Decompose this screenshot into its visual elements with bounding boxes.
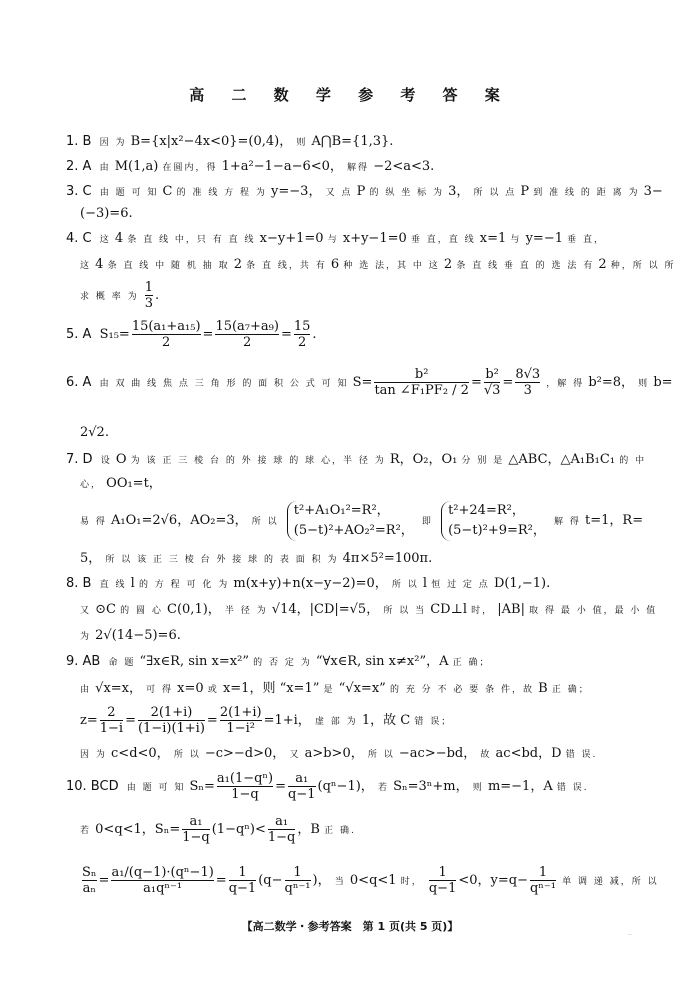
- text-segment: 4π×5²=100π.: [342, 551, 433, 566]
- text-segment: m(x+y)+n(x−y−2)=0，: [233, 576, 388, 591]
- text-segment: 2: [132, 334, 201, 350]
- text-segment: 2. A: [66, 159, 92, 174]
- text-segment: 正 确.: [324, 826, 356, 836]
- text-segment: l: [130, 576, 135, 591]
- page-footer: 【高二数学・参考答案 第 1 页(共 5 页)】: [241, 920, 459, 933]
- text-segment: −2<a<3.: [373, 159, 435, 174]
- text-segment: 8. B: [66, 576, 92, 591]
- text-segment: 2: [215, 334, 279, 350]
- text-segment: CD⊥l: [430, 602, 467, 617]
- text-segment: 正 确；: [551, 685, 590, 695]
- text-segment: 是: [323, 685, 335, 695]
- fraction: [285, 865, 311, 896]
- page-title: 高 二 数 学 参 考 答 案: [189, 86, 511, 104]
- text-segment: 15(a₁+a₁₅): [131, 319, 201, 334]
- text-segment: ，B: [297, 822, 320, 837]
- text-segment: tan ∠F₁PF₂ / 2: [374, 383, 469, 398]
- fraction: [429, 865, 457, 896]
- text-segment: 直 线: [99, 580, 127, 590]
- text-segment: 可 得: [146, 685, 174, 695]
- text-segment: 或: [207, 685, 219, 695]
- answer-4-cont2: [80, 280, 660, 313]
- text-segment: a₁/(q−1)·(qⁿ−1): [111, 865, 214, 880]
- text-segment: 由 双 曲 线 焦 点 三 角 形 的 面 积 公 式 可 知: [99, 379, 349, 389]
- text-segment: )，: [312, 873, 331, 888]
- equation-system: [441, 501, 546, 541]
- text-segment: 4. C: [66, 231, 92, 246]
- answer-5: [66, 318, 646, 352]
- text-segment: 1−q: [182, 830, 210, 845]
- text-segment: 若: [80, 826, 92, 836]
- text-segment: √14，|CD|=√5，: [271, 602, 380, 617]
- text-segment: l: [422, 576, 428, 591]
- answer-9-cont3: [80, 745, 660, 764]
- text-segment: A₁O₁=2√6，AO₂=3，: [111, 513, 248, 528]
- text-segment: 与: [327, 235, 339, 245]
- text-segment: .: [312, 327, 317, 342]
- text-segment: ，解 得: [546, 379, 585, 389]
- text-segment: 所 以: [173, 750, 201, 760]
- text-segment: 正 确；: [452, 658, 491, 668]
- text-segment: 的 方 程 可 化 为: [138, 580, 230, 590]
- text-segment: 条 直 线 中 随 机 抽 取: [107, 261, 230, 271]
- text-segment: 条 直 线 中，只 有 直 线: [127, 235, 256, 245]
- text-segment: 由 题 可 知: [126, 783, 186, 793]
- text-segment: 命 题: [108, 658, 136, 668]
- text-segment: =: [98, 873, 110, 888]
- text-segment: aₙ: [82, 881, 96, 896]
- text-segment: a₁(1−qⁿ): [216, 771, 274, 786]
- text-segment: Sₙ: [82, 865, 97, 880]
- text-segment: =: [202, 327, 214, 342]
- text-segment: A⋂B={1,3}.: [311, 134, 394, 149]
- text-segment: 在圆内，得: [162, 163, 218, 173]
- answer-9-cont2: [80, 704, 660, 739]
- text-segment: a>b>0，: [304, 746, 364, 761]
- text-segment: 10. BCD: [66, 779, 119, 794]
- text-segment: 1，故: [361, 713, 397, 728]
- text-segment: 8√3: [515, 367, 541, 382]
- text-segment: |AB|: [497, 602, 525, 617]
- answer-6-cont: [80, 424, 660, 442]
- text-segment: ⊙C: [95, 602, 116, 617]
- text-segment: (1−qⁿ)<: [211, 822, 266, 837]
- text-segment: 半 径 为: [224, 606, 268, 616]
- text-segment: √x=x，: [95, 681, 142, 696]
- text-segment: (q−: [258, 873, 283, 888]
- text-segment: “√x=x”: [338, 681, 386, 696]
- answer-1: [66, 133, 646, 152]
- text-segment: “∀x∈R, sin x≠x²”，A: [315, 654, 449, 669]
- text-segment: 1+a²−1−a−6<0，: [221, 159, 343, 174]
- text-segment: 则: [296, 138, 308, 148]
- text-segment: 因 为: [99, 138, 127, 148]
- text-segment: 2: [443, 257, 453, 272]
- text-segment: 种，所 以 所: [610, 261, 676, 271]
- text-segment: x+y−1=0: [342, 231, 407, 246]
- text-segment: a₁: [275, 814, 289, 829]
- fraction: [111, 865, 213, 896]
- text-segment: a₁qⁿ⁻¹: [111, 880, 213, 896]
- text-segment: 2: [107, 705, 116, 720]
- text-segment: 2: [233, 257, 243, 272]
- text-segment: z=: [80, 713, 98, 728]
- text-segment: (1−i)(1+i): [137, 721, 205, 736]
- fraction: [132, 319, 201, 350]
- text-segment: 2√2.: [80, 425, 109, 440]
- text-segment: 3: [144, 296, 154, 311]
- text-segment: 这: [99, 235, 111, 245]
- text-segment: =1+i，: [263, 713, 311, 728]
- answer-10: [66, 770, 646, 805]
- text-segment: 取 得 最 小 值，最 小 值: [529, 606, 658, 616]
- text-segment: S₁₅=: [99, 327, 130, 342]
- text-segment: 的 否 定 为: [253, 658, 312, 668]
- text-segment: 2(1+i): [219, 705, 262, 720]
- text-segment: 解得: [347, 163, 370, 173]
- text-segment: c<d<0，: [111, 746, 170, 761]
- text-segment: a₁: [189, 814, 203, 829]
- text-segment: √3: [483, 383, 501, 398]
- text-segment: =: [215, 873, 227, 888]
- answer-7-cont3: [80, 550, 660, 569]
- text-segment: 所 以: [251, 517, 279, 527]
- text-segment: x=1: [479, 231, 507, 246]
- answer-10-cont: [80, 813, 660, 848]
- text-segment: 到 准 线 的 距 离 为: [533, 188, 640, 198]
- text-segment: 4: [95, 257, 104, 272]
- text-segment: t²+24=R²，: [448, 502, 525, 518]
- text-segment: 1−i: [99, 721, 124, 736]
- fraction: [484, 367, 501, 398]
- text-segment: 3−: [643, 184, 663, 199]
- text-segment: 1: [238, 865, 247, 880]
- text-segment: 5，: [80, 551, 102, 566]
- text-segment: “∃x∈R, sin x=x²”: [139, 654, 249, 669]
- text-segment: 9. AB: [66, 654, 101, 669]
- text-segment: △ABC，△A₁B₁C₁: [508, 452, 616, 467]
- text-segment: (qⁿ−1)，: [317, 779, 374, 794]
- text-segment: 2: [598, 257, 607, 272]
- fraction: [294, 319, 311, 350]
- text-segment: qⁿ⁻¹: [284, 881, 311, 896]
- text-segment: 这: [80, 261, 92, 271]
- text-segment: S=: [352, 375, 373, 390]
- text-segment: 1: [438, 865, 447, 880]
- text-segment: m=−1，A: [487, 779, 553, 794]
- text-segment: C: [400, 713, 411, 728]
- answer-9: [66, 653, 646, 672]
- answer-7: [66, 451, 646, 470]
- text-segment: 1−q: [267, 830, 296, 845]
- text-segment: 易 得: [80, 517, 107, 527]
- text-segment: =: [206, 713, 218, 728]
- text-segment: 1−i²: [220, 720, 262, 736]
- fraction: [288, 771, 316, 802]
- text-segment: 7. D: [66, 452, 93, 467]
- fraction: [229, 865, 257, 896]
- text-segment: 种 选 法，其 中 这: [343, 261, 440, 271]
- text-segment: P: [520, 184, 530, 199]
- text-segment: =: [125, 713, 136, 728]
- text-segment: t²+A₁O₁²=R²，: [293, 502, 390, 518]
- text-segment: 3，: [448, 184, 470, 199]
- text-segment: x−y+1=0: [259, 231, 324, 246]
- text-segment: OO₁=t，: [106, 476, 162, 491]
- text-segment: (5−t)²+AO₂²=R²，: [293, 522, 414, 538]
- text-segment: 设: [100, 456, 112, 466]
- answer-9-cont: [80, 680, 660, 699]
- text-segment: Sₙ=3ⁿ+m，: [393, 779, 469, 794]
- fraction: [220, 705, 262, 736]
- text-segment: C(0,1)，: [167, 602, 221, 617]
- answer-10-cont2: [80, 858, 660, 906]
- text-segment: 15(a₇+a₉): [215, 319, 279, 334]
- text-segment: 的 中: [619, 456, 647, 466]
- text-segment: 垂 直，: [567, 235, 605, 245]
- text-segment: −ac>−bd，: [398, 746, 477, 761]
- text-segment: 条 直 线，共 有: [246, 261, 327, 271]
- text-segment: 求 概 率 为: [80, 292, 139, 302]
- text-segment: 0<q<1: [349, 873, 397, 888]
- text-segment: P: [356, 184, 366, 199]
- fraction: [138, 705, 205, 736]
- text-segment: .: [155, 288, 160, 303]
- text-segment: 单 调 递 减，所 以: [562, 877, 659, 887]
- text-segment: 所 以: [367, 750, 395, 760]
- text-segment: 又: [289, 750, 301, 760]
- fraction: [217, 771, 273, 802]
- text-segment: 又: [80, 606, 92, 616]
- fraction: [374, 367, 469, 398]
- text-segment: b=: [653, 375, 673, 390]
- text-segment: qⁿ⁻¹: [529, 881, 557, 896]
- answer-3-cont: [80, 205, 660, 223]
- answer-4: [66, 230, 646, 249]
- text-segment: 垂 直，直 线: [410, 235, 476, 245]
- text-segment: 的 纵 坐 标 为: [369, 188, 444, 198]
- text-segment: 为: [80, 632, 92, 642]
- equation-system: [287, 501, 414, 541]
- text-segment: 恒 过 定 点: [431, 580, 490, 590]
- text-segment: M(1,a): [114, 159, 159, 174]
- text-segment: (5−t)²+9=R²，: [448, 522, 546, 538]
- text-segment: 3: [515, 382, 540, 398]
- fraction: [82, 865, 97, 896]
- answer-8-cont2: [80, 627, 660, 646]
- text-segment: B: [538, 681, 548, 696]
- answer-7-cont: [80, 475, 660, 494]
- text-segment: O: [115, 452, 127, 467]
- text-segment: 时，: [400, 877, 423, 887]
- text-segment: 0<q<1，Sₙ=: [95, 822, 181, 837]
- text-segment: 1−q: [217, 786, 273, 802]
- answer-2: [66, 158, 646, 177]
- text-segment: 所 以: [391, 580, 419, 590]
- text-segment: 由: [99, 163, 111, 173]
- text-segment: y=−3，: [271, 184, 322, 199]
- fraction: [530, 865, 556, 896]
- text-segment: D(1,−1).: [493, 576, 551, 591]
- text-segment: 时，: [471, 606, 494, 616]
- text-segment: 故: [480, 750, 492, 760]
- text-segment: 2(1+i): [150, 705, 193, 720]
- text-segment: 当: [334, 877, 346, 887]
- text-segment: C: [162, 184, 173, 199]
- text-segment: 的 圆 心: [120, 606, 163, 616]
- text-segment: 即: [421, 517, 433, 527]
- text-segment: 虚 部 为: [314, 717, 358, 727]
- fraction: [515, 367, 540, 398]
- text-segment: B={x|x²−4x<0}=(0,4)，: [130, 134, 293, 149]
- text-segment: 错 误.: [565, 750, 598, 760]
- answer-4-cont: [80, 256, 676, 275]
- text-segment: b²: [485, 367, 499, 382]
- text-segment: 2: [294, 334, 311, 350]
- fraction: [268, 814, 296, 845]
- text-segment: <0，y=q−: [458, 873, 528, 888]
- text-segment: 所 以 该 正 三 棱 台 外 接 球 的 表 面 积 为: [105, 555, 339, 565]
- text-segment: ac<bd，D: [495, 746, 562, 761]
- answer-7-cont2: [80, 498, 660, 544]
- text-segment: Sₙ=: [189, 779, 215, 794]
- corner-mark: ..: [628, 930, 632, 937]
- text-segment: 若: [377, 783, 389, 793]
- fraction: [215, 319, 279, 350]
- text-segment: 因 为: [80, 750, 107, 760]
- text-segment: q−1: [428, 881, 457, 896]
- text-segment: 所 以 当: [383, 606, 427, 616]
- text-segment: 错 误.: [556, 783, 589, 793]
- text-segment: R，O₂，O₁: [389, 452, 458, 467]
- text-segment: b²=8，: [588, 375, 635, 390]
- text-segment: 与: [510, 235, 522, 245]
- text-segment: 心，: [80, 480, 103, 490]
- text-segment: 则: [472, 783, 484, 793]
- answer-8-cont: [80, 601, 660, 620]
- answer-3: [66, 183, 663, 202]
- text-segment: 所 以 点: [473, 188, 517, 198]
- text-segment: (−3)=6.: [80, 206, 133, 221]
- answer-8: [66, 575, 646, 594]
- text-segment: 1: [293, 865, 302, 880]
- text-segment: 1. B: [66, 134, 92, 149]
- text-segment: 条 直 线 垂 直 的 选 法 有: [456, 261, 595, 271]
- text-segment: 15: [293, 319, 311, 334]
- text-segment: 由 题 可 知: [99, 188, 159, 198]
- text-segment: 6. A: [66, 375, 92, 390]
- text-segment: 的 充 分 不 必 要 条 件，故: [389, 685, 534, 695]
- text-segment: t=1，R=: [585, 513, 644, 528]
- text-segment: =: [502, 375, 514, 390]
- text-segment: x=1，则 “x=1”: [222, 681, 320, 696]
- text-segment: y=−1: [525, 231, 563, 246]
- fraction: [145, 280, 153, 311]
- text-segment: 4: [114, 231, 124, 246]
- text-segment: x=0: [177, 681, 204, 696]
- fraction: [100, 705, 123, 736]
- text-segment: b²: [414, 367, 429, 382]
- fraction: [182, 814, 210, 845]
- answer-6: [66, 365, 673, 402]
- text-segment: 3. C: [66, 184, 92, 199]
- text-segment: −c>−d>0，: [204, 746, 286, 761]
- text-segment: 的 准 线 方 程 为: [176, 188, 267, 198]
- text-segment: 1: [144, 280, 154, 295]
- text-segment: 分 别 是: [461, 456, 505, 466]
- text-segment: 又 点: [325, 188, 353, 198]
- text-segment: 则: [638, 379, 650, 389]
- text-segment: 解 得: [554, 517, 581, 527]
- text-segment: 由: [80, 685, 92, 695]
- text-segment: 错 误；: [414, 717, 453, 727]
- text-segment: =: [275, 779, 287, 794]
- text-segment: 1: [538, 865, 548, 880]
- text-segment: 6: [330, 257, 340, 272]
- text-segment: 为 该 正 三 棱 台 的 外 接 球 的 球 心，半 径 为: [130, 456, 386, 466]
- text-segment: 2√(14−5)=6.: [95, 628, 181, 643]
- text-segment: q−1: [228, 881, 257, 896]
- text-segment: q−1: [288, 787, 316, 802]
- text-segment: =: [280, 327, 292, 342]
- text-segment: 5. A: [66, 327, 92, 342]
- text-segment: a₁: [295, 771, 309, 786]
- text-segment: =: [470, 375, 482, 390]
